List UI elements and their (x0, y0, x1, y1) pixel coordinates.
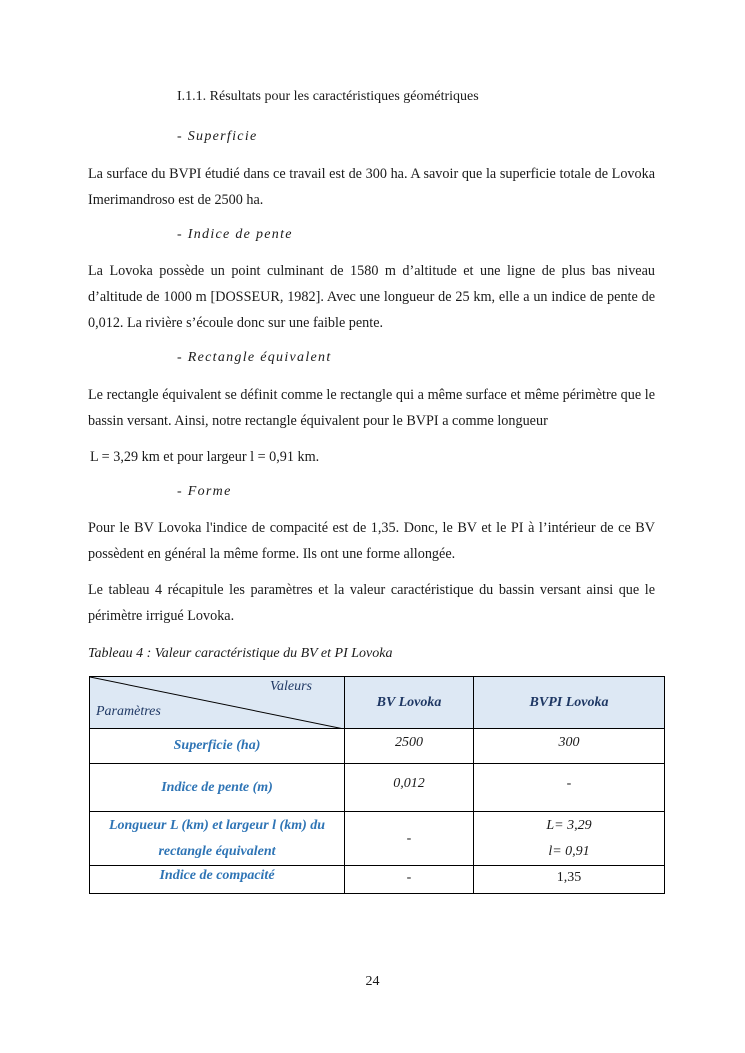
table-row (90, 812, 665, 866)
table-row (90, 866, 665, 894)
cell-bvpi: - (474, 764, 665, 812)
page-number: 24 (365, 974, 380, 989)
header-bvpi-lovoka: BVPI Lovoka (474, 677, 665, 729)
corner-params-label: Paramètres (96, 704, 161, 719)
paragraph-summary: Le tableau 4 récapitule les paramètres et la valeur caractéristique du bassin versant ainsi que le périmètre irrigué Lovoka. (88, 582, 655, 624)
row-label-line1: Longueur L (km) et largeur l (km) du (108, 817, 326, 833)
subheading-superficie: - Superficie (177, 129, 258, 144)
section-heading: I.1.1. Résultats pour les caractéristiques géométriques (177, 89, 479, 104)
table-header-row (90, 677, 665, 729)
cell-bvpi-line1: L= 3,29 (546, 817, 592, 833)
subheading-rectangle: - Rectangle équivalent (177, 350, 332, 365)
characteristics-table (89, 676, 665, 894)
cell-bv: - (345, 866, 474, 894)
row-label (90, 812, 345, 866)
subheading-forme: - Forme (177, 484, 232, 499)
paragraph-rectangle-dims: L = 3,29 km et pour largeur l = 0,91 km. (90, 449, 320, 465)
row-label: Indice de compacité (90, 866, 345, 894)
corner-header-cell (90, 677, 345, 729)
cell-bvpi: 1,35 (474, 866, 665, 894)
row-label: Indice de pente (m) (90, 764, 345, 812)
cell-bv: 2500 (345, 729, 474, 764)
paragraph-rectangle: Le rectangle équivalent se définit comme le rectangle qui a même surface et même périmètre que le bassin versant. Ainsi, notre rectangle équivalent pour le BVPI a comme longueur (88, 387, 655, 429)
cell-bvpi (474, 812, 665, 866)
row-label-line2: rectangle équivalent (158, 843, 276, 859)
corner-values-label: Valeurs (270, 679, 312, 694)
subheading-pente: - Indice de pente (177, 227, 293, 242)
table-caption: Tableau 4 : Valeur caractéristique du BV et PI Lovoka (88, 646, 393, 661)
header-bv-lovoka: BV Lovoka (345, 677, 474, 729)
cell-bvpi-line2: l= 0,91 (548, 843, 590, 859)
table-row (90, 764, 665, 812)
cell-bvpi: 300 (474, 729, 665, 764)
cell-bv: - (345, 812, 474, 866)
table-row (90, 729, 665, 764)
paragraph-forme: Pour le BV Lovoka l'indice de compacité est de 1,35. Donc, le BV et le PI à l’intérieur de ce BV possèdent en général la même forme. Ils ont une forme allongée. (88, 520, 655, 562)
row-label: Superficie (ha) (90, 729, 345, 764)
paragraph-superficie: La surface du BVPI étudié dans ce travail est de 300 ha. A savoir que la superficie totale de Lovoka Imerimandroso est de 2500 ha. (88, 166, 655, 208)
cell-bv: 0,012 (345, 764, 474, 812)
paragraph-pente: La Lovoka possède un point culminant de 1580 m d’altitude et une ligne de plus bas niveau d’altitude de 1000 m [DOSSEUR, 1982]. Avec une longueur de 25 km, elle a un indice de pente de 0,012. La rivière s’écoule donc sur une faible pente. (88, 263, 655, 331)
